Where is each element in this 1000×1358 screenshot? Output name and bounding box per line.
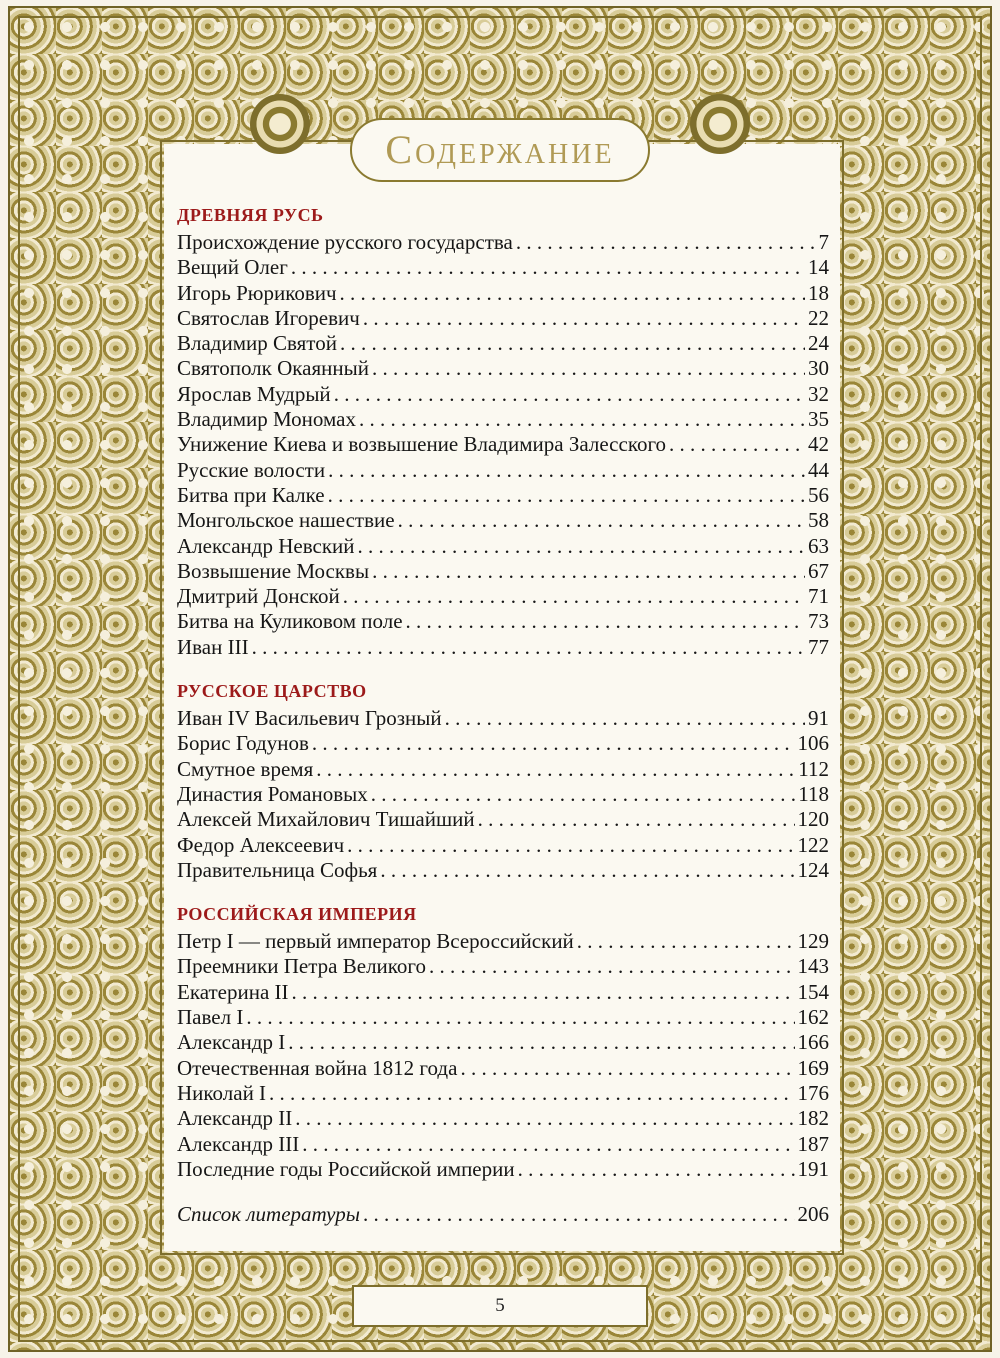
- entry-title: Происхождение русского государства: [177, 230, 513, 254]
- toc-entry: [177, 508, 829, 533]
- toc-section: [177, 903, 829, 1182]
- entry-page-number: 58: [808, 508, 829, 533]
- entry-title: Святослав Игоревич: [177, 305, 360, 330]
- entry-page-number: 106: [797, 731, 829, 756]
- dot-leader: [340, 281, 805, 306]
- dot-leader: [328, 483, 805, 508]
- entry-page-number: 42: [808, 432, 829, 457]
- page-number-box: [352, 1285, 648, 1327]
- page-title: Содержание: [385, 127, 615, 172]
- toc-entry: [177, 458, 829, 483]
- entry-title: Вещий Олег: [177, 255, 288, 280]
- toc-entry: [177, 1132, 829, 1157]
- dot-leader: [269, 1081, 794, 1106]
- entry-title: Унижение Киева и возвышение Владимира Залесского: [177, 432, 667, 457]
- toc-entry: [177, 706, 829, 731]
- entry-title: Преемники Петра Великого: [177, 954, 427, 979]
- toc-entry: [177, 255, 829, 280]
- entry-page-number: 67: [808, 558, 829, 583]
- dot-leader: [312, 731, 795, 756]
- entry-page-number: 124: [797, 857, 829, 882]
- toc-section: [177, 204, 829, 660]
- entry-title: Александр III: [177, 1131, 300, 1156]
- bibliography-title: Список литературы: [177, 1202, 360, 1227]
- toc-entry: [177, 980, 829, 1005]
- toc-entry: [177, 833, 829, 858]
- entry-title: Возвышение Москвы: [177, 558, 370, 583]
- toc-entry: [177, 281, 829, 306]
- toc-entry: [177, 1106, 829, 1131]
- toc-entry: [177, 757, 829, 782]
- entry-page-number: 32: [808, 381, 829, 406]
- section-title: ДРЕВНЯЯ РУСЬ: [177, 205, 324, 225]
- entry-title: Александр Невский: [177, 533, 355, 558]
- entry-page-number: 143: [797, 954, 829, 979]
- dot-leader: [363, 306, 805, 331]
- toc-entry: [177, 929, 829, 954]
- entry-page-number: 56: [808, 482, 829, 507]
- toc-entry: [177, 858, 829, 883]
- entry-page-number: 71: [808, 584, 829, 609]
- dot-leader: [406, 609, 805, 634]
- entry-page-number: 44: [808, 457, 829, 482]
- bibliography-page-number: 206: [797, 1202, 829, 1227]
- dot-leader: [445, 706, 805, 731]
- entry-page-number: 154: [797, 979, 829, 1004]
- entry-title: Смутное время: [177, 756, 314, 781]
- entry-page-number: 77: [808, 634, 829, 659]
- toc-entry: [177, 331, 829, 356]
- toc-entry: [177, 534, 829, 559]
- dot-leader: [398, 508, 805, 533]
- table-of-contents: [177, 204, 829, 1227]
- toc-entry: [177, 356, 829, 381]
- dot-leader: [359, 407, 805, 432]
- dot-leader: [577, 929, 795, 954]
- dot-leader: [343, 584, 805, 609]
- entry-page-number: 112: [798, 756, 829, 781]
- entry-title: Последние годы Российской империи: [177, 1156, 515, 1181]
- toc-entry: [177, 306, 829, 331]
- dot-leader: [460, 1056, 794, 1081]
- dot-leader: [380, 858, 794, 883]
- entry-page-number: 162: [797, 1005, 829, 1030]
- toc-entry: [177, 584, 829, 609]
- toc-entry: [177, 782, 829, 807]
- dot-leader: [292, 980, 795, 1005]
- entry-title: Дмитрий Донской: [177, 584, 340, 609]
- entry-title: Иван IV Васильевич Грозный: [177, 706, 442, 731]
- section-title: РОССИЙСКАЯ ИМПЕРИЯ: [177, 904, 417, 925]
- toc-entry: [177, 1005, 829, 1030]
- entry-page-number: 176: [797, 1080, 829, 1105]
- entry-title: Русские волости: [177, 457, 326, 482]
- dot-leader: [358, 534, 806, 559]
- entry-page-number: 22: [808, 305, 829, 330]
- entry-page-number: 91: [808, 706, 829, 731]
- entry-page-number: 73: [808, 609, 829, 634]
- title-cartouche: [350, 118, 650, 182]
- entry-title: Иван III: [177, 634, 249, 659]
- toc-entry: [177, 483, 829, 508]
- entry-title: Битва на Куликовом поле: [177, 609, 403, 634]
- entry-title: Федор Алексеевич: [177, 832, 345, 857]
- dot-leader: [518, 1157, 795, 1182]
- entry-title: Игорь Рюрикович: [177, 280, 337, 305]
- dot-leader: [295, 1106, 794, 1131]
- toc-entry: [177, 432, 829, 457]
- dot-leader: [328, 458, 805, 483]
- dot-leader: [371, 782, 796, 807]
- dot-leader: [316, 757, 795, 782]
- entry-title: Павел I: [177, 1005, 244, 1030]
- entry-title: Династия Романовых: [177, 781, 368, 806]
- entry-page-number: 182: [797, 1106, 829, 1131]
- dot-leader: [252, 635, 805, 660]
- dot-leader: [478, 807, 795, 832]
- toc-entry: [177, 1030, 829, 1055]
- toc-entry: [177, 635, 829, 660]
- dot-leader: [372, 559, 805, 584]
- toc-section: [177, 680, 829, 883]
- ornament-medallion-left: [250, 94, 310, 154]
- entry-page-number: 122: [797, 832, 829, 857]
- entry-title: Правительница Софья: [177, 857, 378, 882]
- entry-title: Петр I — первый император Всероссийский: [177, 929, 574, 954]
- dot-leader: [288, 1030, 794, 1055]
- entry-page-number: 24: [808, 331, 829, 356]
- dot-leader: [429, 954, 794, 979]
- entry-page-number: 187: [797, 1131, 829, 1156]
- entry-page-number: 166: [797, 1030, 829, 1055]
- toc-entry: [177, 407, 829, 432]
- entry-page-number: 129: [797, 929, 829, 954]
- dot-leader: [302, 1132, 794, 1157]
- entry-title: Владимир Святой: [177, 331, 337, 356]
- entry-title: Отечественная война 1812 года: [177, 1055, 458, 1080]
- dot-leader: [334, 382, 805, 407]
- toc-entry: [177, 609, 829, 634]
- entry-page-number: 118: [798, 781, 829, 806]
- entry-page-number: 120: [797, 807, 829, 832]
- toc-entry-bibliography: [177, 1202, 829, 1227]
- entry-page-number: 169: [797, 1055, 829, 1080]
- entry-title: Александр I: [177, 1030, 286, 1055]
- entry-title: Битва при Калке: [177, 482, 325, 507]
- section-title: РУССКОЕ ЦАРСТВО: [177, 681, 367, 702]
- dot-leader: [291, 255, 805, 280]
- entry-title: Александр II: [177, 1106, 293, 1131]
- page-number: 5: [495, 1295, 505, 1316]
- toc-entry: [177, 731, 829, 756]
- toc-entry: [177, 1157, 829, 1182]
- entry-title: Монгольское нашествие: [177, 508, 395, 533]
- dot-leader: [363, 1202, 795, 1227]
- entry-title: Ярослав Мудрый: [177, 381, 331, 406]
- entry-title: Борис Годунов: [177, 731, 309, 756]
- entry-page-number: 191: [797, 1156, 829, 1181]
- toc-entry: [177, 1056, 829, 1081]
- entry-page-number: 18: [808, 280, 829, 305]
- dot-leader: [246, 1005, 794, 1030]
- dot-leader: [372, 356, 805, 381]
- dot-leader: [340, 331, 805, 356]
- toc-entry: [177, 807, 829, 832]
- entry-title: Екатерина II: [177, 979, 289, 1004]
- toc-entry: [177, 954, 829, 979]
- entry-title: Святополк Окаянный: [177, 356, 369, 381]
- toc-entry: [177, 1081, 829, 1106]
- entry-page-number: 14: [808, 255, 829, 280]
- entry-page-number: 63: [808, 533, 829, 558]
- entry-title: Алексей Михайлович Тишайший: [177, 807, 475, 832]
- dot-leader: [347, 833, 794, 858]
- entry-title: Николай I: [177, 1080, 267, 1105]
- entry-title: Владимир Мономах: [177, 407, 356, 432]
- entry-page-number: 30: [808, 356, 829, 381]
- entry-page-number: 7: [818, 230, 829, 254]
- toc-entry: [177, 230, 829, 255]
- toc-entry: [177, 382, 829, 407]
- dot-leader: [516, 230, 816, 255]
- toc-entry: [177, 559, 829, 584]
- dot-leader: [669, 432, 805, 457]
- entry-page-number: 35: [808, 407, 829, 432]
- ornament-medallion-right: [690, 94, 750, 154]
